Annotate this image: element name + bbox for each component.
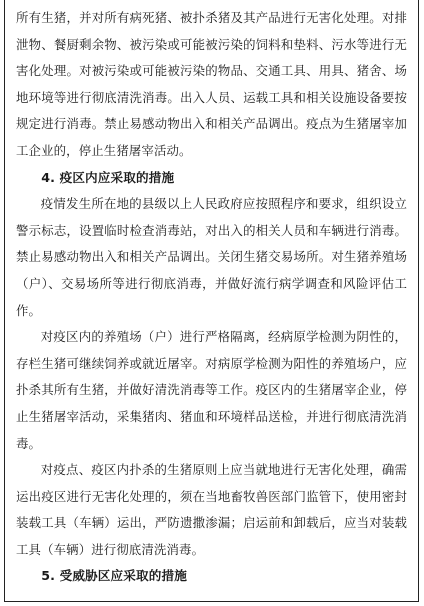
document-body — [5, 0, 418, 590]
section-heading-5: 5. 受威胁区应采取的措施 — [41, 568, 188, 584]
section-heading-4: 4. 疫区内应采取的措施 — [41, 169, 175, 185]
paragraph-farm-isolation: 对疫区内的养殖场（户）进行严格隔离，经病原学检测为阴性的，存栏生猪可继续饲养或就近屠宰。对病原学检测为阳性的养殖场户，应扑杀其所有生猪，并做好清洗消毒等工作。疫区内的生猪屠宰企业，停止生猪屠宰活动，采集猪肉、猪血和环境样品送检，并进行彻底清洗消毒。 — [16, 329, 407, 451]
paragraph-continued: 所有生猪，并对所有病死猪、被扑杀猪及其产品进行无害化处理。对排泄物、餐厨剩余物、被污染或可能被污染的饲料和垫料、污水等进行无害化处理。对被污染或可能被污染的物品、交通工具、用具、猪舍、场地环境等进行彻底清洗消毒。出入人员、运载工具和相关设施设备要按规定进行消毒。禁止易感动物出入和相关产品调出。疫点为生猪屠宰加工企业的，停止生猪屠宰活动。 — [16, 10, 407, 158]
bordered-text-box — [4, 0, 419, 602]
paragraph-epidemic-area: 疫情发生所在地的县级以上人民政府应按照程序和要求，组织设立警示标志，设置临时检查消毒站，对出入的相关人员和车辆进行消毒。禁止易感动物出入和相关产品调出。关闭生猪交易场所。对生猪养殖场（户）、交易场所等进行彻底消毒，并做好流行病学调查和风险评估工作。 — [16, 196, 407, 318]
paragraph-harmless-disposal: 对疫点、疫区内扑杀的生猪原则上应当就地进行无害化处理，确需运出疫区进行无害化处理的，须在当地畜牧兽医部门监管下，使用密封装载工具（车辆）运出，严防遗撒渗漏；启运前和卸载后，应当对装载工具（车辆）进行彻底清洗消毒。 — [16, 462, 407, 557]
